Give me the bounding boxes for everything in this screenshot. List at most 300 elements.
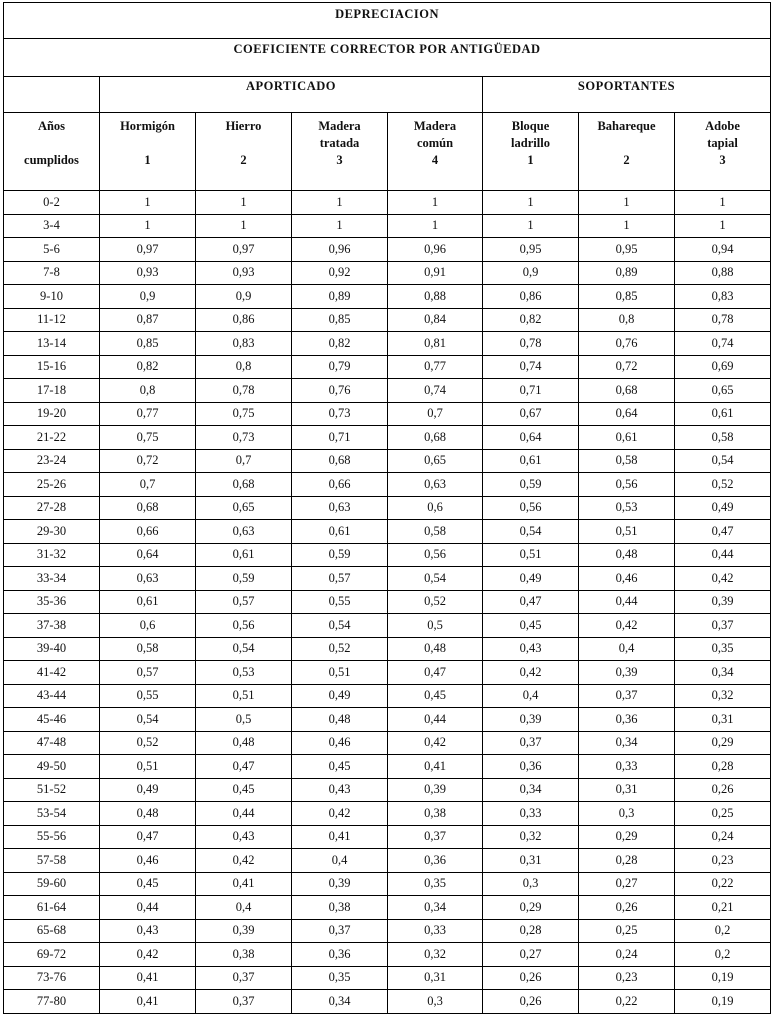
col-hierro-value-cell: 0,7 [196,449,292,473]
col-madera-tratada-value-cell: 0,52 [292,637,388,661]
col-bloque-ladrillo-value-cell: 0,27 [483,943,579,967]
col-adobe-tapial-value-cell: 1 [675,191,771,215]
col-madera-tratada-value-cell: 0,39 [292,872,388,896]
col-hierro-value-cell: 0,38 [196,943,292,967]
col-madera-comun-header [388,113,483,191]
col-hierro-value-cell: 0,48 [196,731,292,755]
col-madera-comun-value-cell: 0,84 [388,308,483,332]
col-madera-tratada-value-cell: 0,79 [292,355,388,379]
age-range-cell: 77-80 [4,990,100,1014]
col-madera-tratada-value-cell: 0,34 [292,990,388,1014]
col-madera-tratada-value-cell: 0,54 [292,614,388,638]
col-anos-header [4,113,100,191]
col-adobe-tapial-value-cell: 0,69 [675,355,771,379]
col-madera-tratada-value-cell: 0,76 [292,379,388,403]
col-bloque-ladrillo-value-cell: 0,9 [483,261,579,285]
col-madera-comun-value-cell: 0,47 [388,661,483,685]
col-hierro-value-cell: 0,73 [196,426,292,450]
col-bahareque-value-cell: 0,23 [579,966,675,990]
col-hormigon-value-cell: 0,47 [100,825,196,849]
col-bahareque-value-cell: 0,48 [579,543,675,567]
col-hierro-value-cell: 0,75 [196,402,292,426]
col-madera-tratada-value-cell: 0,73 [292,402,388,426]
col-bahareque-value-cell: 0,28 [579,849,675,873]
col-adobe-tapial-value-cell: 0,47 [675,520,771,544]
age-range-cell: 19-20 [4,402,100,426]
table-body [4,191,771,1014]
col-bloque-ladrillo-value-cell: 0,43 [483,637,579,661]
header-line: 1 [144,153,151,167]
col-bahareque-value-cell: 0,58 [579,449,675,473]
col-bloque-ladrillo-value-cell: 0,31 [483,849,579,873]
col-bloque-ladrillo-value-cell: 0,56 [483,496,579,520]
col-hormigon-value-cell: 0,68 [100,496,196,520]
table-row [4,661,771,685]
col-bloque-ladrillo-value-cell: 1 [483,214,579,238]
col-madera-comun-value-cell: 0,44 [388,708,483,732]
col-bloque-ladrillo-value-cell: 0,64 [483,426,579,450]
col-madera-comun-value-cell: 0,6 [388,496,483,520]
col-adobe-tapial-value-cell: 0,78 [675,308,771,332]
header-line: 3 [336,153,343,167]
age-range-cell: 43-44 [4,684,100,708]
table-row [4,473,771,497]
col-hormigon-value-cell: 0,54 [100,708,196,732]
col-bloque-ladrillo-value-cell: 0,29 [483,896,579,920]
age-range-cell: 69-72 [4,943,100,967]
col-madera-tratada-header [292,113,388,191]
col-bahareque-value-cell: 0,29 [579,825,675,849]
col-adobe-tapial-value-cell: 0,34 [675,661,771,685]
col-bahareque-value-cell: 0,34 [579,731,675,755]
age-range-cell: 29-30 [4,520,100,544]
age-range-cell: 23-24 [4,449,100,473]
col-madera-tratada-value-cell: 0,92 [292,261,388,285]
col-bahareque-value-cell: 0,64 [579,402,675,426]
col-hierro-value-cell: 0,78 [196,379,292,403]
age-range-cell: 31-32 [4,543,100,567]
header-line: Años [37,119,66,133]
col-adobe-tapial-value-cell: 0,52 [675,473,771,497]
col-bahareque-value-cell: 0,3 [579,802,675,826]
table-row [4,872,771,896]
col-madera-tratada-value-cell: 0,35 [292,966,388,990]
table-row [4,379,771,403]
col-madera-tratada-value-cell: 0,57 [292,567,388,591]
col-hormigon-value-cell: 0,9 [100,285,196,309]
age-range-cell: 39-40 [4,637,100,661]
col-adobe-tapial-value-cell: 0,21 [675,896,771,920]
col-bahareque-value-cell: 0,95 [579,238,675,262]
age-range-cell: 11-12 [4,308,100,332]
col-hormigon-value-cell: 0,64 [100,543,196,567]
col-madera-comun-value-cell: 0,65 [388,449,483,473]
col-adobe-tapial-value-cell: 0,61 [675,402,771,426]
col-madera-tratada-value-cell: 0,4 [292,849,388,873]
table-row [4,614,771,638]
col-hierro-value-cell: 1 [196,191,292,215]
col-hierro-value-cell: 0,51 [196,684,292,708]
col-hormigon-value-cell: 0,75 [100,426,196,450]
col-bahareque-value-cell: 0,51 [579,520,675,544]
header-line: tapial [707,136,738,150]
col-hierro-value-cell: 0,83 [196,332,292,356]
col-madera-tratada-value-cell: 0,68 [292,449,388,473]
col-madera-tratada-value-cell: 0,61 [292,520,388,544]
table-row [4,261,771,285]
age-range-cell: 5-6 [4,238,100,262]
header-line [4,135,99,152]
col-adobe-tapial-value-cell: 0,54 [675,449,771,473]
table-row [4,755,771,779]
col-hierro-value-cell: 0,8 [196,355,292,379]
col-hierro-value-cell: 0,61 [196,543,292,567]
header-line: común [416,136,454,150]
header-line: 3 [719,153,726,167]
col-adobe-tapial-value-cell: 0,19 [675,966,771,990]
col-hierro-value-cell: 0,65 [196,496,292,520]
col-madera-comun-value-cell: 0,3 [388,990,483,1014]
col-madera-comun-value-cell: 0,68 [388,426,483,450]
col-hormigon-value-cell: 1 [100,214,196,238]
col-hierro-value-cell: 0,53 [196,661,292,685]
col-bloque-ladrillo-value-cell: 0,28 [483,919,579,943]
col-madera-comun-value-cell: 0,45 [388,684,483,708]
age-range-cell: 27-28 [4,496,100,520]
col-adobe-tapial-value-cell: 0,74 [675,332,771,356]
col-bloque-ladrillo-value-cell: 0,54 [483,520,579,544]
col-hormigon-value-cell: 0,8 [100,379,196,403]
col-adobe-tapial-value-cell: 1 [675,214,771,238]
header-line [196,135,291,152]
col-madera-tratada-value-cell: 0,37 [292,919,388,943]
col-hormigon-value-cell: 0,41 [100,966,196,990]
col-adobe-tapial-value-cell: 0,42 [675,567,771,591]
col-hormigon-value-cell: 0,85 [100,332,196,356]
table-row [4,308,771,332]
table-row [4,567,771,591]
col-madera-comun-value-cell: 0,42 [388,731,483,755]
col-bloque-ladrillo-value-cell: 0,78 [483,332,579,356]
col-bloque-ladrillo-value-cell: 0,26 [483,990,579,1014]
col-bahareque-value-cell: 0,25 [579,919,675,943]
col-hierro-value-cell: 0,68 [196,473,292,497]
table-row [4,520,771,544]
col-adobe-tapial-value-cell: 0,2 [675,943,771,967]
col-bahareque-header [579,113,675,191]
col-bahareque-value-cell: 0,61 [579,426,675,450]
col-madera-tratada-value-cell: 1 [292,214,388,238]
col-madera-comun-value-cell: 0,56 [388,543,483,567]
header-line: Bahareque [597,119,656,133]
col-adobe-tapial-value-cell: 0,83 [675,285,771,309]
header-line [100,135,195,152]
col-madera-tratada-value-cell: 0,43 [292,778,388,802]
col-hormigon-value-cell: 0,41 [100,990,196,1014]
header-line: 2 [240,153,247,167]
col-madera-comun-value-cell: 0,41 [388,755,483,779]
col-bloque-ladrillo-value-cell: 0,49 [483,567,579,591]
col-hierro-value-cell: 0,42 [196,849,292,873]
col-hormigon-value-cell: 0,87 [100,308,196,332]
col-bahareque-value-cell: 0,44 [579,590,675,614]
col-hormigon-value-cell: 0,66 [100,520,196,544]
col-bahareque-value-cell: 1 [579,191,675,215]
col-hormigon-value-cell: 0,6 [100,614,196,638]
col-bloque-ladrillo-value-cell: 0,67 [483,402,579,426]
age-range-cell: 21-22 [4,426,100,450]
col-bahareque-value-cell: 0,53 [579,496,675,520]
col-bahareque-value-cell: 0,42 [579,614,675,638]
table-row [4,990,771,1014]
table-row [4,238,771,262]
col-bahareque-value-cell: 0,36 [579,708,675,732]
col-adobe-tapial-value-cell: 0,35 [675,637,771,661]
col-bahareque-value-cell: 0,72 [579,355,675,379]
col-bloque-ladrillo-value-cell: 1 [483,191,579,215]
age-range-cell: 55-56 [4,825,100,849]
table-row [4,943,771,967]
col-hierro-value-cell: 0,9 [196,285,292,309]
col-bloque-ladrillo-value-cell: 0,42 [483,661,579,685]
table-row [4,708,771,732]
col-hormigon-value-cell: 0,61 [100,590,196,614]
header-line: 2 [623,153,630,167]
header-line: Madera [413,119,457,133]
table-row [4,402,771,426]
col-hierro-value-cell: 0,54 [196,637,292,661]
age-range-cell: 0-2 [4,191,100,215]
col-madera-comun-value-cell: 1 [388,214,483,238]
col-hormigon-value-cell: 0,44 [100,896,196,920]
age-range-cell: 53-54 [4,802,100,826]
col-adobe-tapial-value-cell: 0,65 [675,379,771,403]
col-hormigon-value-cell: 0,93 [100,261,196,285]
col-madera-comun-value-cell: 0,35 [388,872,483,896]
col-hierro-value-cell: 1 [196,214,292,238]
col-adobe-tapial-value-cell: 0,88 [675,261,771,285]
table-row [4,285,771,309]
table-title: DEPRECIACION [4,3,771,39]
col-hierro-value-cell: 0,44 [196,802,292,826]
table-row [4,543,771,567]
col-bloque-ladrillo-value-cell: 0,33 [483,802,579,826]
col-bahareque-value-cell: 0,85 [579,285,675,309]
col-bahareque-value-cell: 0,24 [579,943,675,967]
age-range-cell: 35-36 [4,590,100,614]
col-madera-tratada-value-cell: 0,36 [292,943,388,967]
depreciation-table [3,2,771,1014]
col-bloque-ladrillo-value-cell: 0,4 [483,684,579,708]
table-row [4,332,771,356]
table-row [4,825,771,849]
col-adobe-tapial-value-cell: 0,37 [675,614,771,638]
col-bloque-ladrillo-value-cell: 0,32 [483,825,579,849]
col-hierro-value-cell: 0,59 [196,567,292,591]
col-bloque-ladrillo-value-cell: 0,61 [483,449,579,473]
table-row [4,426,771,450]
col-hormigon-value-cell: 0,42 [100,943,196,967]
col-bloque-ladrillo-value-cell: 0,86 [483,285,579,309]
age-range-cell: 7-8 [4,261,100,285]
age-range-cell: 3-4 [4,214,100,238]
col-hierro-value-cell: 0,37 [196,966,292,990]
col-bloque-ladrillo-value-cell: 0,39 [483,708,579,732]
col-hierro-value-cell: 0,97 [196,238,292,262]
col-adobe-tapial-value-cell: 0,24 [675,825,771,849]
col-madera-tratada-value-cell: 0,96 [292,238,388,262]
col-madera-tratada-value-cell: 0,48 [292,708,388,732]
col-bloque-ladrillo-value-cell: 0,51 [483,543,579,567]
table-row [4,191,771,215]
col-madera-tratada-value-cell: 0,85 [292,308,388,332]
col-bloque-ladrillo-value-cell: 0,3 [483,872,579,896]
col-madera-tratada-value-cell: 0,38 [292,896,388,920]
col-hormigon-value-cell: 0,57 [100,661,196,685]
age-range-cell: 15-16 [4,355,100,379]
col-adobe-tapial-value-cell: 0,19 [675,990,771,1014]
col-bahareque-value-cell: 0,76 [579,332,675,356]
col-madera-tratada-value-cell: 0,59 [292,543,388,567]
col-madera-comun-value-cell: 0,81 [388,332,483,356]
header-line: Hierro [225,119,262,133]
header-line: Hormigón [120,119,175,133]
col-bahareque-value-cell: 0,33 [579,755,675,779]
col-madera-comun-value-cell: 0,7 [388,402,483,426]
col-hormigon-value-cell: 0,72 [100,449,196,473]
table-row [4,731,771,755]
col-madera-comun-value-cell: 0,63 [388,473,483,497]
col-hormigon-value-cell: 0,43 [100,919,196,943]
col-hierro-value-cell: 0,45 [196,778,292,802]
age-range-cell: 59-60 [4,872,100,896]
table-row [4,637,771,661]
col-hierro-value-cell: 0,5 [196,708,292,732]
col-madera-tratada-value-cell: 0,46 [292,731,388,755]
group-soportantes: SOPORTANTES [483,77,771,113]
col-adobe-tapial-value-cell: 0,49 [675,496,771,520]
col-adobe-tapial-value-cell: 0,94 [675,238,771,262]
col-madera-comun-value-cell: 0,32 [388,943,483,967]
col-madera-tratada-value-cell: 0,42 [292,802,388,826]
col-adobe-tapial-value-cell: 0,25 [675,802,771,826]
col-adobe-tapial-value-cell: 0,31 [675,708,771,732]
col-madera-tratada-value-cell: 0,55 [292,590,388,614]
col-hierro-value-cell: 0,86 [196,308,292,332]
col-hierro-value-cell: 0,57 [196,590,292,614]
header-line: cumplidos [24,153,79,167]
age-range-cell: 73-76 [4,966,100,990]
col-madera-comun-value-cell: 0,5 [388,614,483,638]
col-hormigon-value-cell: 0,52 [100,731,196,755]
col-bahareque-value-cell: 0,31 [579,778,675,802]
col-hormigon-value-cell: 0,77 [100,402,196,426]
age-range-cell: 65-68 [4,919,100,943]
col-madera-tratada-value-cell: 0,66 [292,473,388,497]
col-hormigon-value-cell: 0,46 [100,849,196,873]
col-hierro-value-cell: 0,39 [196,919,292,943]
col-madera-comun-value-cell: 0,54 [388,567,483,591]
col-hormigon-value-cell: 0,49 [100,778,196,802]
col-hierro-value-cell: 0,4 [196,896,292,920]
col-adobe-tapial-value-cell: 0,22 [675,872,771,896]
group-empty-cell [4,77,100,113]
table-row [4,896,771,920]
col-hormigon-value-cell: 0,58 [100,637,196,661]
col-madera-comun-value-cell: 0,48 [388,637,483,661]
col-bahareque-value-cell: 0,39 [579,661,675,685]
col-hormigon-value-cell: 0,51 [100,755,196,779]
col-adobe-tapial-value-cell: 0,44 [675,543,771,567]
header-line: ladrillo [511,136,550,150]
col-bahareque-value-cell: 0,37 [579,684,675,708]
col-bloque-ladrillo-header [483,113,579,191]
age-range-cell: 17-18 [4,379,100,403]
age-range-cell: 37-38 [4,614,100,638]
col-madera-comun-value-cell: 0,96 [388,238,483,262]
col-madera-comun-value-cell: 0,74 [388,379,483,403]
col-hierro-value-cell: 0,56 [196,614,292,638]
col-bahareque-value-cell: 1 [579,214,675,238]
age-range-cell: 57-58 [4,849,100,873]
table-row [4,590,771,614]
age-range-cell: 45-46 [4,708,100,732]
col-madera-tratada-value-cell: 0,45 [292,755,388,779]
col-hierro-value-cell: 0,41 [196,872,292,896]
col-madera-comun-value-cell: 1 [388,191,483,215]
col-bahareque-value-cell: 0,46 [579,567,675,591]
col-madera-tratada-value-cell: 0,71 [292,426,388,450]
col-hierro-value-cell: 0,47 [196,755,292,779]
header-line [579,135,674,152]
age-range-cell: 51-52 [4,778,100,802]
age-range-cell: 49-50 [4,755,100,779]
col-madera-tratada-value-cell: 0,41 [292,825,388,849]
header-line: Bloque [511,119,550,133]
table-row [4,449,771,473]
col-madera-tratada-value-cell: 0,63 [292,496,388,520]
header-line: tratada [319,136,360,150]
col-hierro-value-cell: 0,93 [196,261,292,285]
col-adobe-tapial-value-cell: 0,28 [675,755,771,779]
col-madera-tratada-value-cell: 0,49 [292,684,388,708]
col-bloque-ladrillo-value-cell: 0,26 [483,966,579,990]
age-range-cell: 33-34 [4,567,100,591]
col-madera-comun-value-cell: 0,31 [388,966,483,990]
col-bahareque-value-cell: 0,56 [579,473,675,497]
col-madera-comun-value-cell: 0,34 [388,896,483,920]
col-adobe-tapial-value-cell: 0,26 [675,778,771,802]
col-bloque-ladrillo-value-cell: 0,37 [483,731,579,755]
col-bahareque-value-cell: 0,27 [579,872,675,896]
table-row [4,919,771,943]
col-bloque-ladrillo-value-cell: 0,74 [483,355,579,379]
col-madera-comun-value-cell: 0,33 [388,919,483,943]
table-row [4,214,771,238]
col-bahareque-value-cell: 0,22 [579,990,675,1014]
header-line: 1 [527,153,534,167]
col-madera-tratada-value-cell: 0,51 [292,661,388,685]
table-row [4,496,771,520]
col-hormigon-value-cell: 0,82 [100,355,196,379]
col-hierro-header [196,113,292,191]
header-line: Adobe [705,119,740,133]
header-line: 4 [431,153,439,167]
age-range-cell: 61-64 [4,896,100,920]
col-hormigon-value-cell: 0,48 [100,802,196,826]
col-madera-comun-value-cell: 0,39 [388,778,483,802]
col-hormigon-value-cell: 1 [100,191,196,215]
